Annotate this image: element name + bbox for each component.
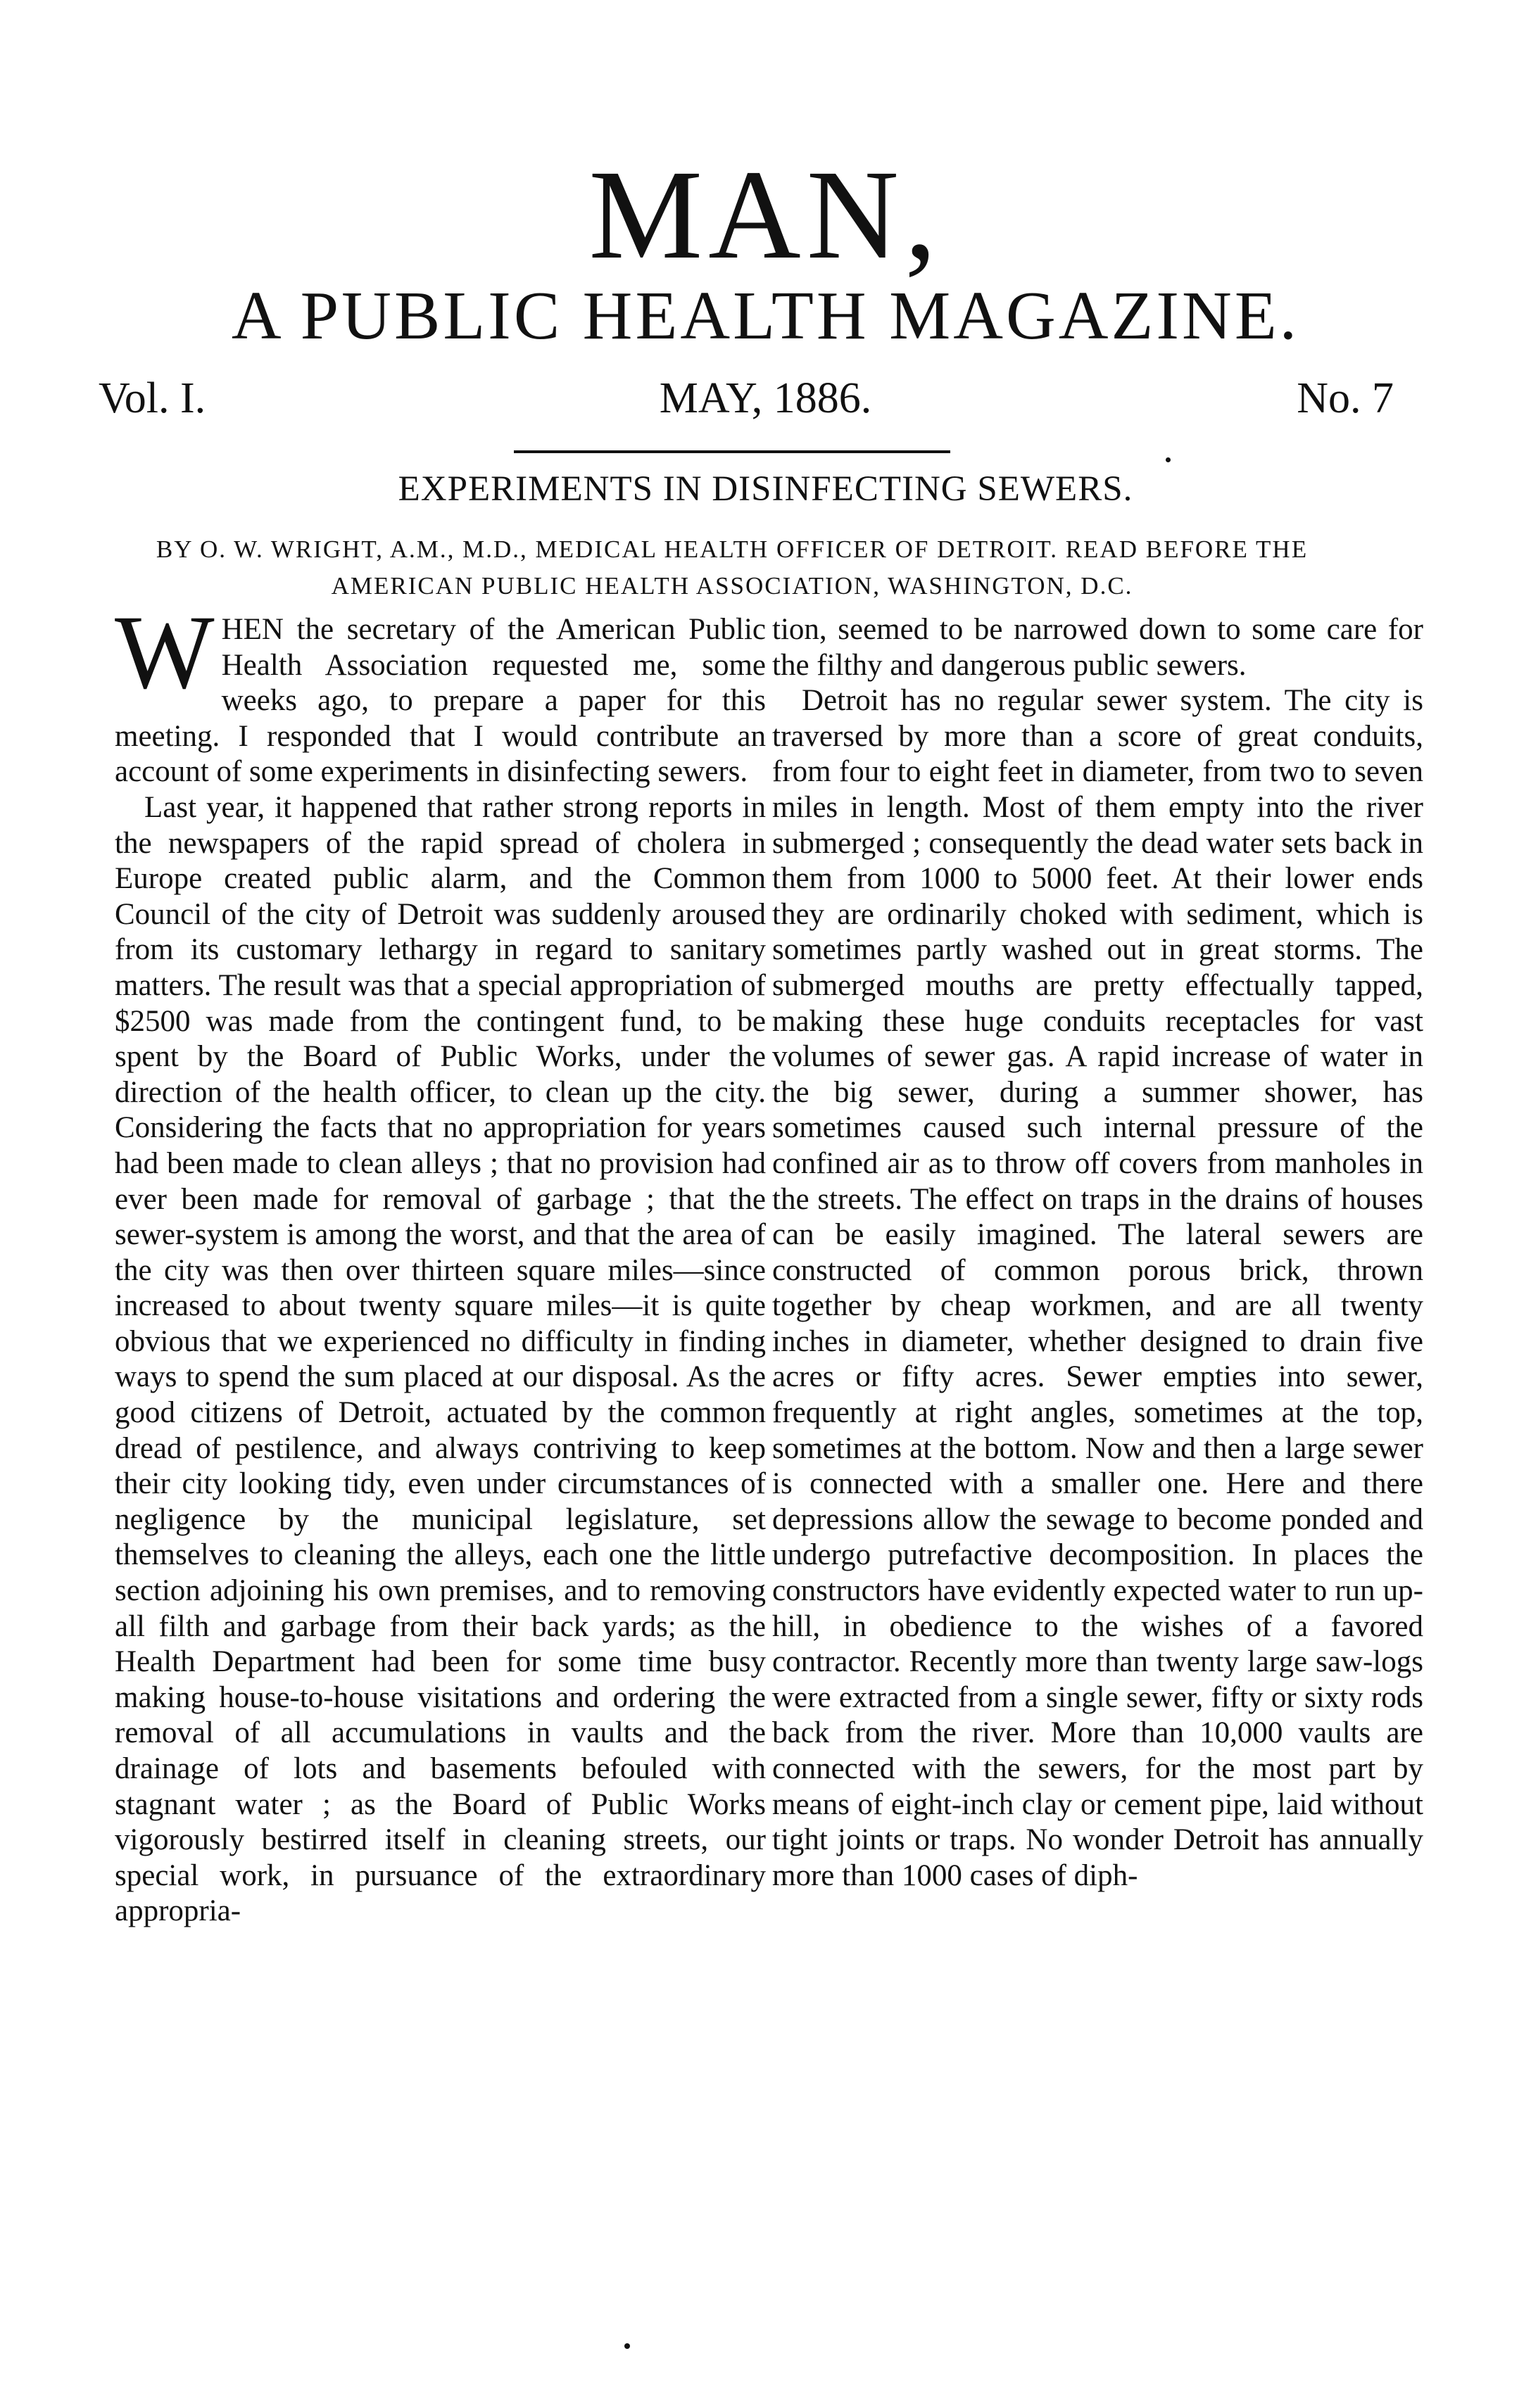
drop-cap: W	[115, 594, 215, 711]
magazine-title: MAN,	[588, 144, 943, 286]
paragraph: Detroit has no regular sewer system. The city is traversed by more than a score of great conduits, from four to eight feet in diameter, from two to seven miles in length. Most of them empty into the river submerged ; consequently the dead water sets back in them from 1000 to 5000 feet. At their lower ends they are ordinarily choked with sediment, which is sometimes partly washed out in great storms. The submerged mouths are pretty effectually tapped, making these huge conduits receptacles for vast volumes of sewer gas. A rapid increase of water in the big sewer, during a summer shower, has sometimes caused such internal pressure of the confined air as to throw off covers from manholes in the streets. The effect on traps in the drains of houses can be easily imagined. The lateral sewers are constructed of common porous brick, thrown together by cheap workmen, and are all twenty inches in diameter, whether designed to drain five acres or fifty acres. Sewer empties into sewer, frequently at right angles, sometimes at the top, sometimes at the bottom. Now and then a large sewer is connected with a smaller one. Here and there depressions allow the sewage to become ponded and undergo putrefactive decomposition. In places the constructors have evidently expected water to run up-hill, in obedience to the wishes of a favored contractor. Recently more than twenty large saw-logs were extracted from a single sewer, fifty or sixty rods back from the river. More than 10,000 vaults are connected with the sewers, for the most part by means of eight-inch clay or cement pipe, laid without tight joints or traps. No wonder Detroit has annually more than 1000 cases of diph-	[772, 684, 1423, 1892]
paragraph	[115, 594, 766, 790]
issue-date: MAY, 1886.	[659, 374, 872, 422]
issue-number: No. 7	[1297, 374, 1394, 422]
article-byline: BY O. W. WRIGHT, A.M., M.D., MEDICAL HEALTH OFFICER OF DETROIT. READ BEFORE THE AMERICAN PUBLIC HEALTH ASSOCIATION, WASHINGTON, D.C.	[156, 536, 1309, 600]
paragraph: tion, seemed to be narrowed down to some care for the filthy and dangerous public sewers.	[772, 613, 1423, 682]
header-rule	[514, 450, 950, 453]
article-column-left	[115, 594, 766, 1929]
magazine-subtitle: A PUBLIC HEALTH MAGAZINE.	[231, 278, 1300, 354]
volume-label: Vol. I.	[99, 374, 206, 422]
rule-dot	[1166, 457, 1171, 462]
paragraph: Last year, it happened that rather strong reports in the newspapers of the rapid spread of cholera in Europe created public alarm, and the Common Council of the city of Detroit was suddenly aroused from its customary lethargy in regard to sanitary matters. The result was that a special appropriation of $2500 was made from the contingent fund, to be spent by the Board of Public Works, under the direction of the health officer, to clean up the city. Considering the facts that no appropriation for years had been made to clean alleys ; that no provision had ever been made for removal of garbage ; that the sewer-system is among the worst, and that the area of the city was then over thirteen square miles—since increased to about twenty square miles—it is quite obvious that we experienced no difficulty in finding ways to spend the sum placed at our disposal. As the good citizens of Detroit, actuated by the common dread of pestilence, and always contriving to keep their city looking tidy, even under circumstances of negligence by the municipal legislature, set themselves to cleaning the alleys, each one the little section adjoining his own premises, and to removing all filth and garbage from their back yards; as the Health Department had been for some time busy making house-to-house visitations and ordering the removal of all accumulations in vaults and the drainage of lots and basements befouled with stagnant water ; as the Board of Public Works vigorously bestirred itself in cleaning streets, our special work, in pursuance of the extraordinary appropria-	[115, 790, 766, 1928]
footer-dot	[624, 2343, 630, 2349]
paragraph-text: HEN the secretary of the American Public Health Association requested me, some weeks ago, to prepare a paper for this meeting. I responded that I would contribute an account of some experiments in disinfecting sewers.	[115, 613, 766, 789]
article-title: EXPERIMENTS IN DISINFECTING SEWERS.	[398, 469, 1133, 509]
article-column-right	[772, 612, 1423, 1894]
